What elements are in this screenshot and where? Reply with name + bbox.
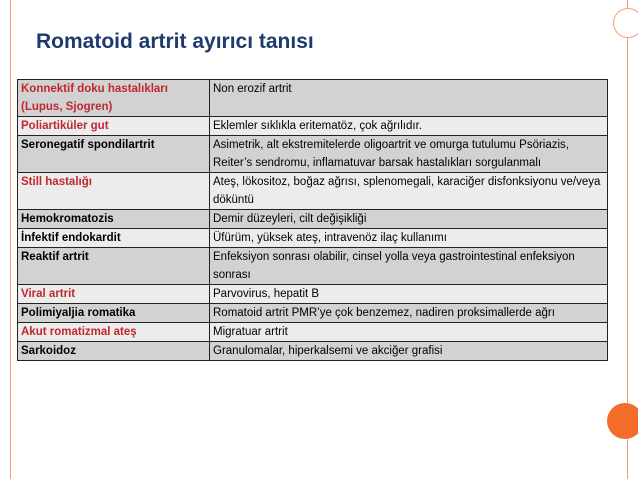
table-row: [18, 304, 608, 323]
decorative-circle-bottom: [607, 403, 638, 439]
table-row: [18, 80, 608, 117]
table-row: [18, 117, 608, 136]
differential-diagnosis-table: [17, 79, 608, 361]
finding-cell: Granulomalar, hiperkalsemi ve akciğer grafisi: [210, 342, 608, 361]
disease-cell: Seronegatif spondilartrit: [18, 136, 210, 173]
finding-cell: Migratuar artrit: [210, 323, 608, 342]
finding-cell: Asimetrik, alt ekstremitelerde oligoartrit ve omurga tutulumu Psöriazis, Reiter’s sendromu, inflamatuvar barsak hastalıkları sorgulanmalı: [210, 136, 608, 173]
table-row: [18, 173, 608, 210]
disease-cell: Konnektif doku hastalıkları (Lupus, Sjogren): [18, 80, 210, 117]
table-row: [18, 323, 608, 342]
table-row: [18, 248, 608, 285]
table-row: [18, 136, 608, 173]
finding-cell: Demir düzeyleri, cilt değişikliği: [210, 210, 608, 229]
disease-cell: İnfektif endokardit: [18, 229, 210, 248]
disease-cell: Poliartiküler gut: [18, 117, 210, 136]
disease-cell: Sarkoidoz: [18, 342, 210, 361]
table-row: [18, 285, 608, 304]
finding-cell: Non erozif artrit: [210, 80, 608, 117]
disease-cell: Polimiyaljia romatika: [18, 304, 210, 323]
finding-cell: Romatoid artrit PMR’ye çok benzemez, nadiren proksimallerde ağrı: [210, 304, 608, 323]
left-border-line: [10, 0, 11, 479]
table-row: [18, 342, 608, 361]
disease-cell: Reaktif artrit: [18, 248, 210, 285]
finding-cell: Enfeksiyon sonrası olabilir, cinsel yolla veya gastrointestinal enfeksiyon sonrası: [210, 248, 608, 285]
disease-cell: Viral artrit: [18, 285, 210, 304]
disease-cell: Still hastalığı: [18, 173, 210, 210]
finding-cell: Parvovirus, hepatit B: [210, 285, 608, 304]
slide-title: Romatoid artrit ayırıcı tanısı: [36, 30, 314, 53]
finding-cell: Ateş, lökositoz, boğaz ağrısı, splenomegali, karaciğer disfonksiyonu ve/veya döküntü: [210, 173, 608, 210]
table-row: [18, 210, 608, 229]
finding-cell: Üfürüm, yüksek ateş, intravenöz ilaç kullanımı: [210, 229, 608, 248]
disease-cell: Hemokromatozis: [18, 210, 210, 229]
disease-cell: Akut romatizmal ateş: [18, 323, 210, 342]
decorative-circle-top: [613, 8, 638, 38]
finding-cell: Eklemler sıklıkla eritematöz, çok ağrılıdır.: [210, 117, 608, 136]
table-row: [18, 229, 608, 248]
